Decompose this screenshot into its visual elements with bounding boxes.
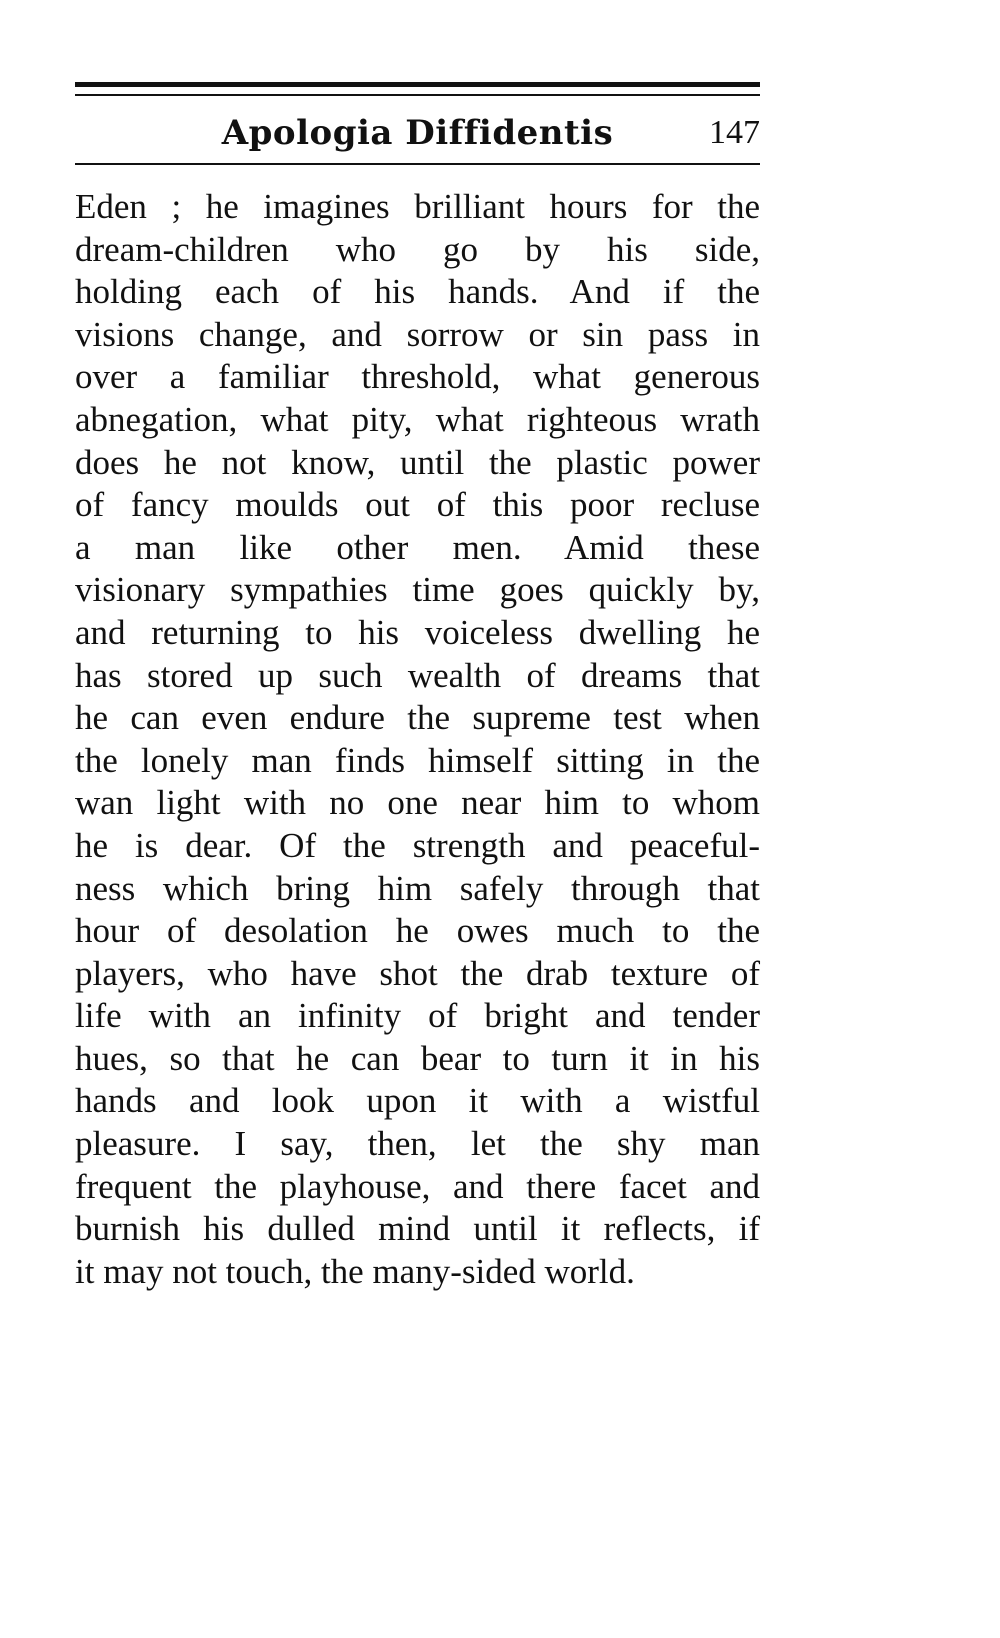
text-line: visionary sympathies time goes quickly by, (75, 570, 760, 610)
text-line: of fancy moulds out of this poor recluse (75, 485, 760, 525)
text-line: burnish his dulled mind until it reflects, if (75, 1209, 760, 1249)
page-number: 147 (709, 114, 760, 151)
text-line: has stored up such wealth of dreams that (75, 655, 760, 695)
header-double-rule-thin (75, 94, 760, 96)
text-line: abnegation, what pity, what righteous wrath (75, 399, 760, 439)
text-line: wan light with no one near him to whom (75, 783, 760, 823)
text-line: a man like other men. Amid these (75, 527, 760, 567)
text-line: hour of desolation he owes much to the (75, 911, 760, 951)
text-line: does he not know, until the plastic power (75, 442, 760, 482)
text-line-last: it may not touch, the many-sided world. (75, 1251, 635, 1291)
text-line: dream-children who go by his side, (75, 229, 760, 269)
text-line: over a familiar threshold, what generous (75, 357, 760, 397)
text-line: holding each of his hands. And if the (75, 272, 760, 312)
body-text (75, 186, 760, 1293)
running-head (75, 108, 760, 158)
text-line: he is dear. Of the strength and peaceful- (75, 825, 760, 865)
text-line: players, who have shot the drab texture of (75, 953, 760, 993)
text-line: ness which bring him safely through that (75, 868, 760, 908)
text-line: visions change, and sorrow or sin pass in (75, 314, 760, 354)
text-line: hues, so that he can bear to turn it in his (75, 1038, 760, 1078)
header-underline-rule (75, 163, 760, 165)
text-line: frequent the playhouse, and there facet and (75, 1166, 760, 1206)
running-title: Apologia Diffidentis (221, 113, 614, 153)
text-line: Eden ; he imagines brilliant hours for the (75, 187, 760, 226)
text-line: hands and look upon it with a wistful (75, 1081, 760, 1121)
header-double-rule-thick (75, 82, 760, 87)
text-line: he can even endure the supreme test when (75, 698, 760, 738)
text-line: and returning to his voiceless dwelling he (75, 612, 760, 652)
text-line: life with an infinity of bright and tender (75, 996, 760, 1036)
text-line: pleasure. I say, then, let the shy man (75, 1124, 760, 1164)
text-line: the lonely man finds himself sitting in the (75, 740, 760, 780)
